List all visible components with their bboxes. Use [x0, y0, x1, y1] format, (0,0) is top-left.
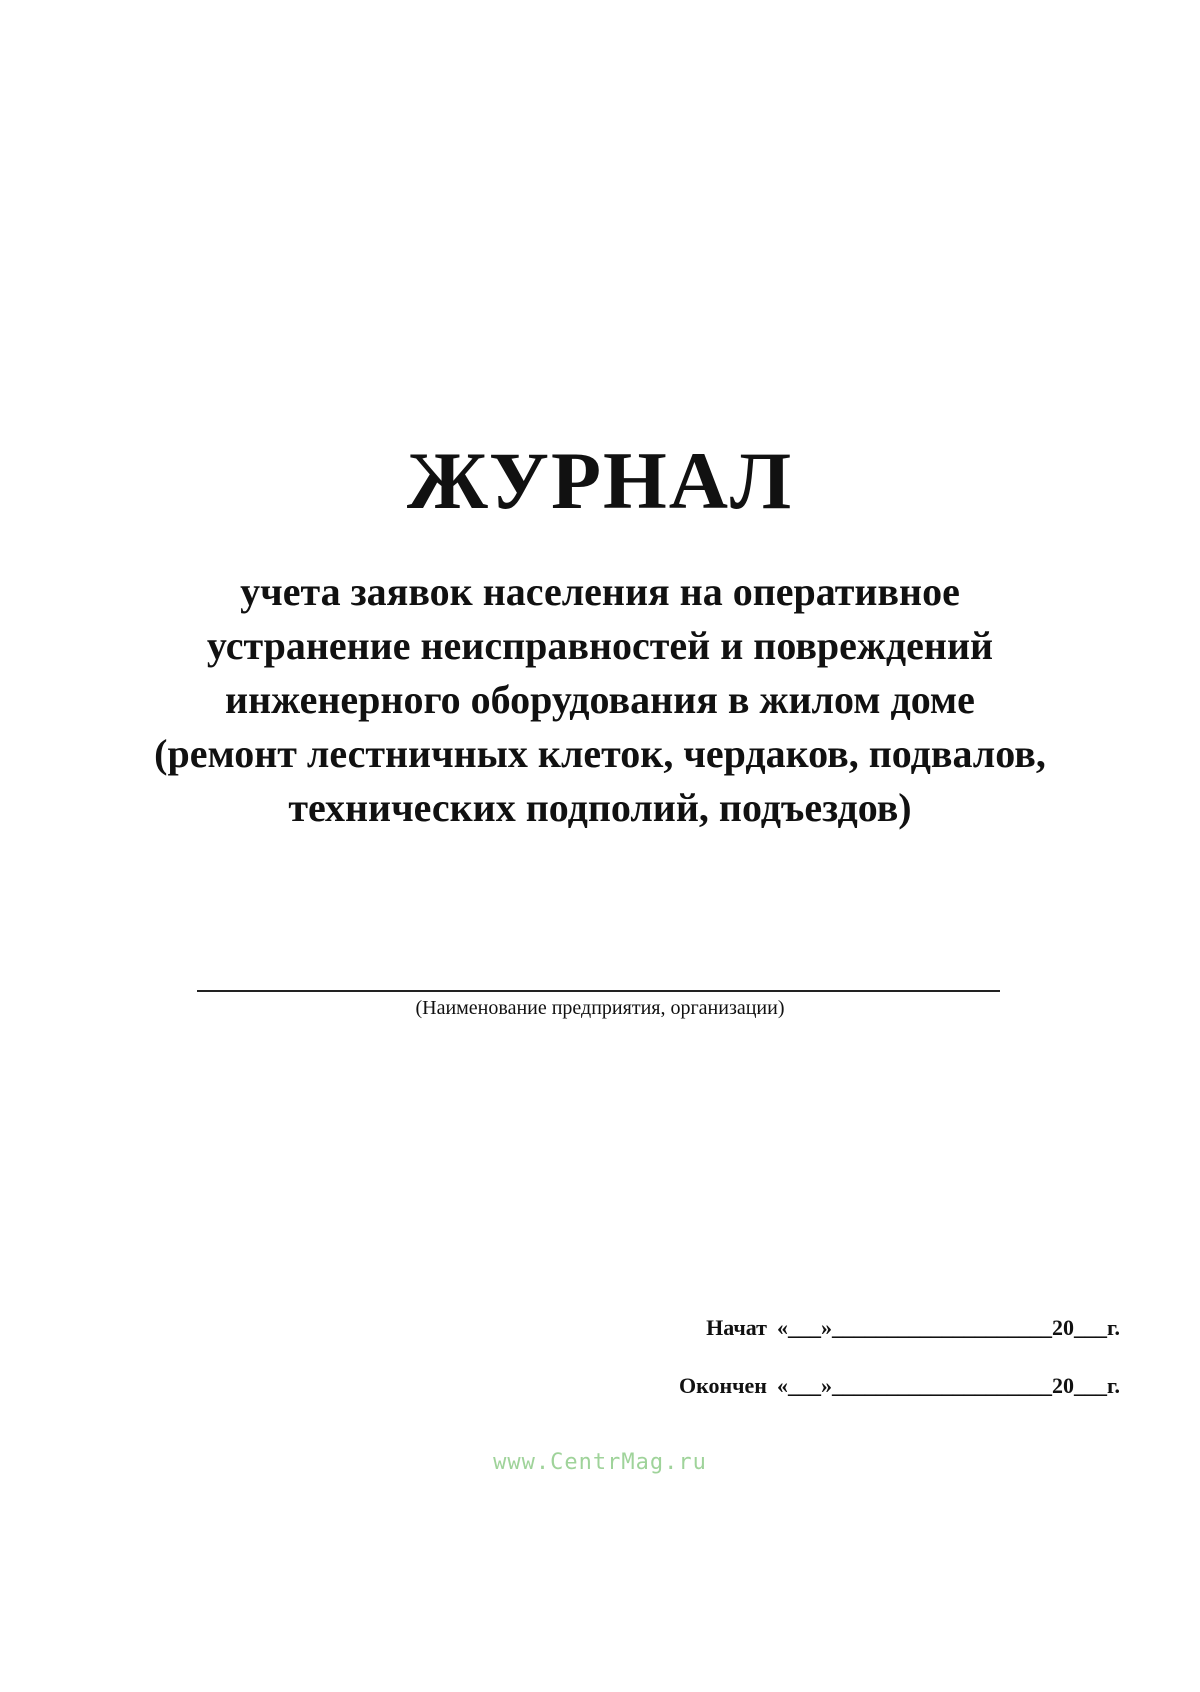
- subtitle-line: технических подполий, подъездов): [288, 785, 912, 830]
- ended-date-row: [657, 1372, 1120, 1400]
- started-label: Начат: [706, 1315, 767, 1340]
- organization-name-line: [197, 990, 1000, 992]
- ended-label: Окончен: [678, 1373, 767, 1398]
- started-date-field: «___»____________________20___г.: [776, 1315, 1120, 1340]
- started-date-row: [657, 1314, 1120, 1342]
- document-subtitle: [0, 565, 1200, 835]
- document-title: ЖУРНАЛ: [406, 435, 794, 526]
- subtitle-line: инженерного оборудования в жилом доме: [225, 677, 975, 722]
- watermark-text: www.CentrMag.ru: [493, 1450, 707, 1475]
- subtitle-line: учета заявок населения на оперативное: [240, 569, 960, 614]
- subtitle-line: (ремонт лестничных клеток, чердаков, подвалов,: [154, 731, 1046, 776]
- organization-caption: (Наименование предприятия, организации): [415, 997, 785, 1019]
- subtitle-line: устранение неисправностей и повреждений: [206, 623, 994, 668]
- ended-date-field: «___»____________________20___г.: [776, 1373, 1120, 1398]
